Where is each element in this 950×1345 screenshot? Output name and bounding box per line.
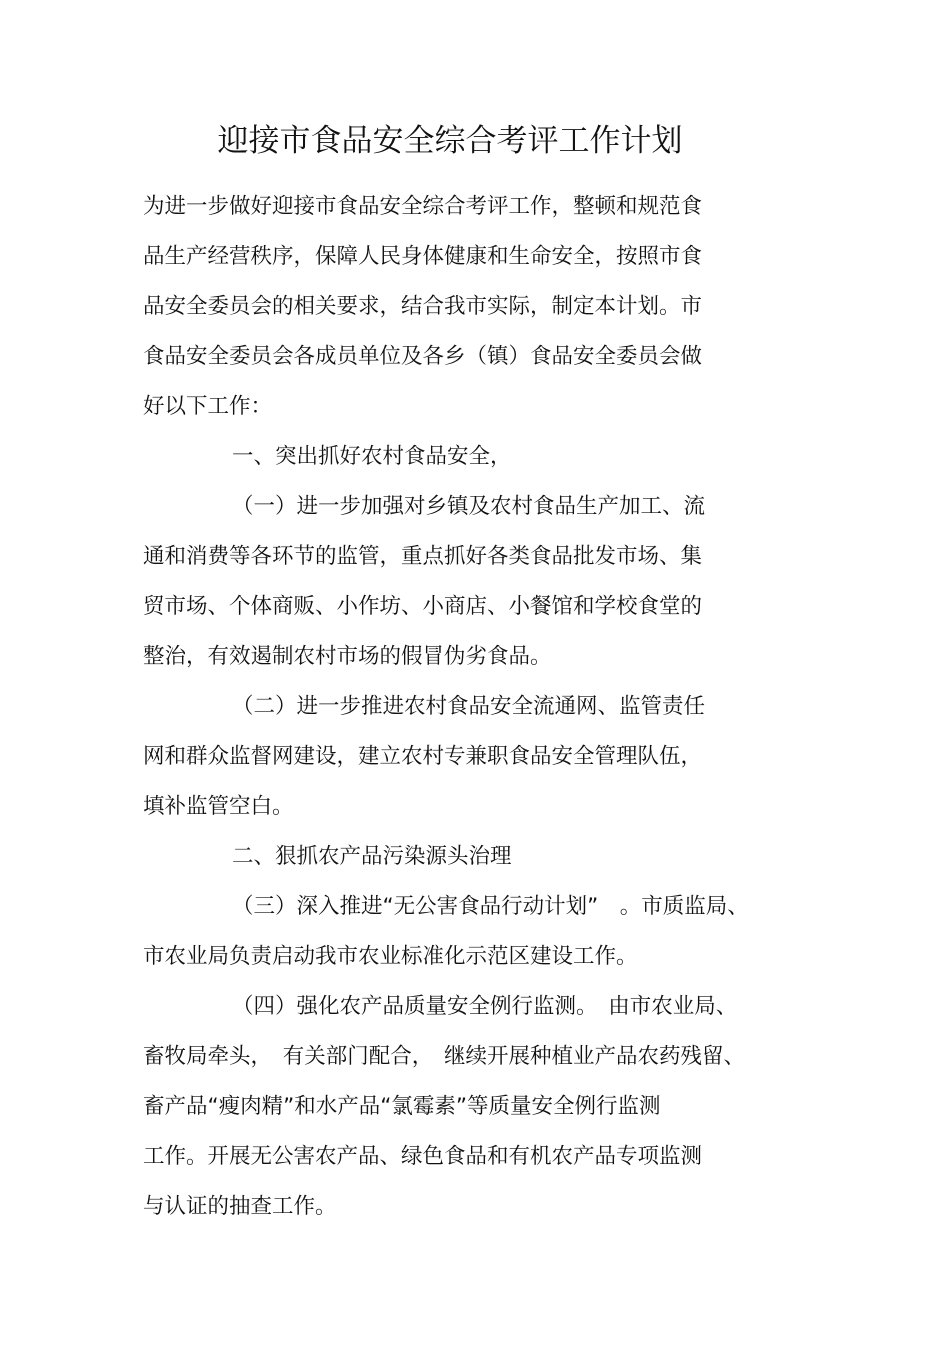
paragraph-line: （三）深入推进“无公害食品行动计划” 。市质监局、	[232, 894, 749, 919]
paragraph-line: （一）进一步加强对乡镇及农村食品生产加工、流	[232, 494, 706, 519]
paragraph-line: 整治，有效遏制农村市场的假冒伪劣食品。	[143, 644, 552, 669]
paragraph-line: 通和消费等各环节的监管，重点抓好各类食品批发市场、集	[143, 544, 703, 569]
paragraph-line: 网和群众监督网建设，建立农村专兼职食品安全管理队伍，	[143, 744, 703, 769]
paragraph-line: 好以下工作：	[143, 394, 273, 419]
paragraph-line: 市农业局负责启动我市农业标准化示范区建设工作。	[143, 944, 638, 969]
paragraph-line: 为进一步做好迎接市食品安全综合考评工作，整顿和规范食	[143, 194, 703, 219]
paragraph-line: 贸市场、个体商贩、小作坊、小商店、小餐馆和学校食堂的	[143, 594, 703, 619]
paragraph-line: 畜产品“瘦肉精”和水产品“氯霉素”等质量安全例行监测	[143, 1094, 661, 1119]
paragraph-line: （四）强化农产品质量安全例行监测。 由市农业局、	[232, 994, 738, 1019]
paragraph-line: 工作。开展无公害农产品、绿色食品和有机农产品专项监测	[143, 1144, 703, 1169]
paragraph-line: 畜牧局牵头， 有关部门配合， 继续开展种植业产品农药残留、	[143, 1044, 746, 1069]
paragraph-line: 与认证的抽查工作。	[143, 1194, 337, 1219]
paragraph-line: （二）进一步推进农村食品安全流通网、监管责任	[232, 694, 706, 719]
document-title: 迎接市食品安全综合考评工作计划	[217, 123, 683, 159]
section-heading: 二、狠抓农产品污染源头治理	[232, 844, 512, 869]
paragraph-line: 品安全委员会的相关要求，结合我市实际，制定本计划。市	[143, 294, 703, 319]
paragraph-line: 填补监管空白。	[143, 794, 294, 819]
section-heading: 一、突出抓好农村食品安全，	[232, 444, 512, 469]
paragraph-line: 食品安全委员会各成员单位及各乡（镇）食品安全委员会做	[143, 344, 703, 369]
paragraph-line: 品生产经营秩序，保障人民身体健康和生命安全，按照市食	[143, 244, 703, 269]
